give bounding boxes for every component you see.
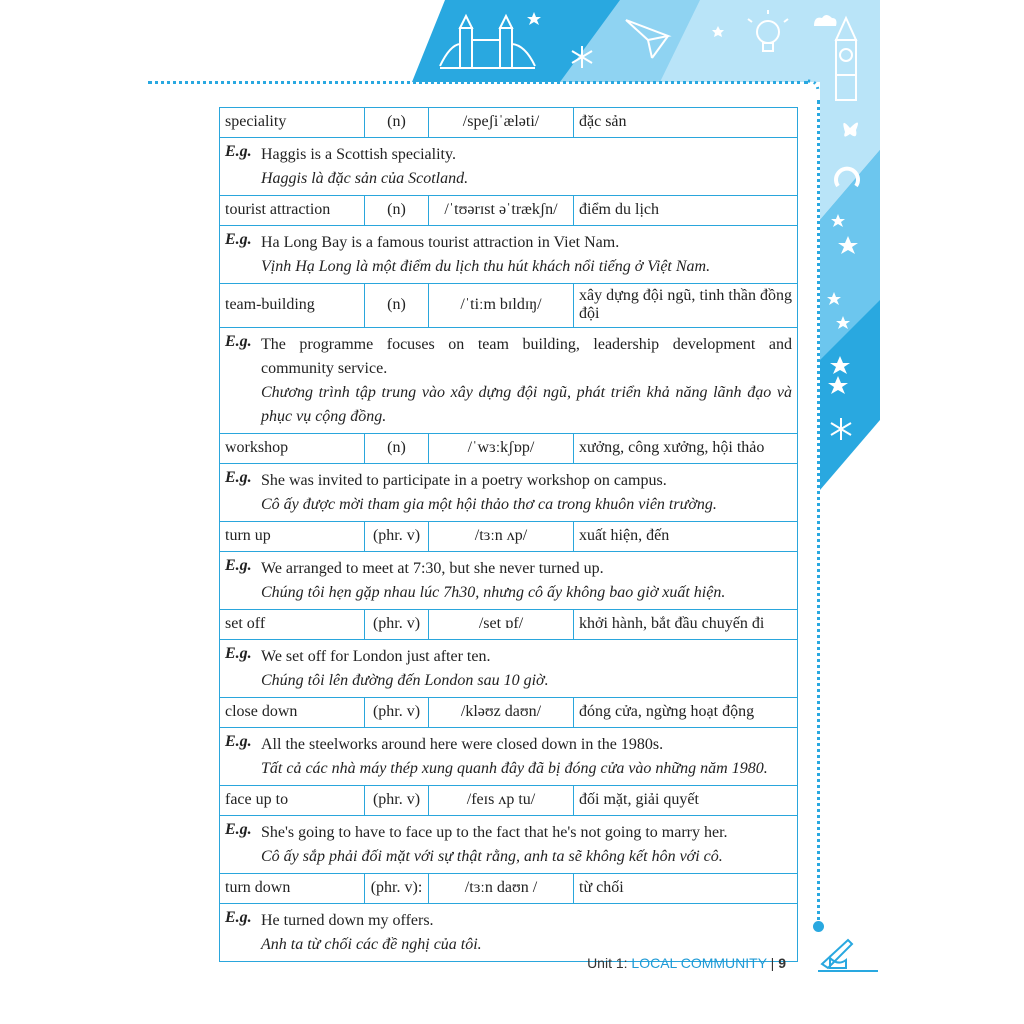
example-translation: Cô ấy được mời tham gia một hội thảo thơ ca trong khuôn viên trường. [261, 495, 717, 513]
vocab-word: workshop [220, 433, 365, 463]
example-sentence: Haggis is a Scottish speciality. [261, 146, 456, 163]
vocab-word: speciality [220, 108, 365, 138]
vocab-example-cell [220, 327, 798, 433]
paper-plane-icon [626, 20, 668, 58]
vocab-meaning: khởi hành, bắt đầu chuyến đi [574, 609, 798, 639]
vocab-example-row [220, 551, 798, 609]
vocab-example-cell [220, 903, 798, 961]
snowflake-icon [572, 46, 592, 68]
vocab-part-of-speech: (phr. v): [365, 873, 429, 903]
example-label: E.g. [225, 556, 252, 574]
vocab-part-of-speech: (phr. v) [365, 609, 429, 639]
vocab-part-of-speech: (n) [365, 196, 429, 226]
footer-separator: | [770, 955, 775, 971]
vocab-word: tourist attraction [220, 196, 365, 226]
pen-hand-icon [818, 936, 858, 972]
vocab-meaning: điểm du lịch [574, 196, 798, 226]
vocab-example-cell [220, 463, 798, 521]
vocab-word: turn up [220, 521, 365, 551]
vocab-example-cell [220, 226, 798, 284]
vocab-part-of-speech: (n) [365, 284, 429, 328]
vocab-example-row [220, 138, 798, 196]
vocab-pronunciation: /ˈtʊərɪst əˈtrækʃn/ [429, 196, 574, 226]
vocab-example-row [220, 226, 798, 284]
horseshoe-icon [836, 169, 858, 186]
example-label: E.g. [225, 732, 252, 750]
example-translation: Vịnh Hạ Long là một điểm du lịch thu hút khách nổi tiếng ở Việt Nam. [261, 258, 711, 275]
lightbulb-icon [748, 10, 788, 51]
unit-label: Unit 1: [587, 955, 628, 971]
vocab-part-of-speech: (n) [365, 108, 429, 138]
vocab-meaning: xưởng, công xưởng, hội thảo [574, 433, 798, 463]
butterfly-icon [843, 122, 858, 136]
vocab-example-cell [220, 639, 798, 697]
example-label: E.g. [225, 820, 252, 838]
vocab-example-cell [220, 138, 798, 196]
vocab-pronunciation: /tɜːn ʌp/ [429, 521, 574, 551]
vocab-pronunciation: /ˈwɜːkʃɒp/ [429, 433, 574, 463]
example-translation: Anh ta từ chối các đề nghị của tôi. [261, 935, 482, 953]
vocab-meaning: từ chối [574, 873, 798, 903]
vocab-example-row [220, 727, 798, 785]
example-sentence: She's going to have to face up to the fact that he's not going to marry her. [261, 823, 728, 841]
example-sentence: The programme focuses on team building, leadership development and community service. [261, 335, 792, 377]
divider-end-dot [813, 921, 824, 932]
example-sentence: He turned down my offers. [261, 911, 434, 929]
vocab-word: face up to [220, 785, 365, 815]
vocab-example-row [220, 327, 798, 433]
vocab-word: team-building [220, 284, 365, 328]
vocab-pronunciation: /kləʊz daʊn/ [429, 697, 574, 727]
vocab-word: turn down [220, 873, 365, 903]
example-line [225, 333, 792, 381]
example-line [225, 231, 792, 255]
right-dotted-divider [817, 100, 820, 928]
example-sentence: Ha Long Bay is a famous tourist attraction in Viet Nam. [261, 234, 620, 251]
example-label: E.g. [225, 143, 252, 160]
example-sentence: She was invited to participate in a poetry workshop on campus. [261, 471, 667, 489]
big-ben-icon [836, 18, 856, 100]
vocab-meaning: xây dựng đội ngũ, tinh thần đồng đội [574, 284, 798, 328]
example-translation: Haggis là đặc sản của Scotland. [261, 170, 469, 187]
page-number: 9 [778, 955, 786, 971]
vocab-example-row [220, 463, 798, 521]
vocab-pronunciation: /ˈtiːm bɪldɪŋ/ [429, 284, 574, 328]
example-sentence: We arranged to meet at 7:30, but she never turned up. [261, 559, 604, 577]
footer-underline [818, 970, 878, 972]
vocab-word-row [220, 521, 798, 551]
vocab-part-of-speech: (n) [365, 433, 429, 463]
example-sentence: We set off for London just after ten. [261, 647, 491, 665]
example-line [225, 733, 792, 757]
example-line [225, 645, 792, 669]
tower-bridge-icon [440, 16, 535, 68]
vocab-word-row [220, 433, 798, 463]
cloud-icon [814, 15, 837, 26]
vocab-pronunciation: /feɪs ʌp tu/ [429, 785, 574, 815]
vocab-part-of-speech: (phr. v) [365, 521, 429, 551]
vocab-meaning: đối mặt, giải quyết [574, 785, 798, 815]
page-footer [587, 955, 786, 971]
vocab-word-row [220, 196, 798, 226]
example-line [225, 557, 792, 581]
vocab-example-row [220, 903, 798, 961]
example-label: E.g. [225, 644, 252, 662]
example-sentence: All the steelworks around here were closed down in the 1980s. [261, 735, 664, 753]
example-label: E.g. [225, 908, 252, 926]
example-line [225, 909, 792, 933]
example-line [225, 821, 792, 845]
vocab-word-row [220, 697, 798, 727]
example-translation: Chương trình tập trung vào xây dựng đội ngũ, phát triển khả năng lãnh đạo và phục vụ cộng đồng. [261, 383, 792, 425]
example-label: E.g. [225, 231, 252, 248]
vocab-example-cell [220, 815, 798, 873]
vocab-word-row [220, 873, 798, 903]
example-line [225, 143, 792, 167]
vocabulary-table-body [220, 108, 798, 962]
example-translation: Tất cả các nhà máy thép xung quanh đây đã bị đóng cửa vào những năm 1980. [261, 759, 768, 777]
unit-title: LOCAL COMMUNITY [631, 955, 767, 971]
snowflake-icon [831, 418, 851, 440]
vocab-example-row [220, 639, 798, 697]
vocab-example-row [220, 815, 798, 873]
vocab-word-row [220, 785, 798, 815]
vocab-part-of-speech: (phr. v) [365, 785, 429, 815]
vocab-word-row [220, 284, 798, 328]
vocab-word: set off [220, 609, 365, 639]
vocab-meaning: đóng cửa, ngừng hoạt động [574, 697, 798, 727]
vocab-pronunciation: /set ɒf/ [429, 609, 574, 639]
example-label: E.g. [225, 468, 252, 486]
top-dotted-divider [148, 81, 808, 84]
star-icon [527, 12, 541, 25]
vocab-pronunciation: /speʃiˈæləti/ [429, 108, 574, 138]
vocab-example-cell [220, 727, 798, 785]
vocab-meaning: xuất hiện, đến [574, 521, 798, 551]
example-line [225, 469, 792, 493]
vocab-part-of-speech: (phr. v) [365, 697, 429, 727]
vocabulary-table [219, 107, 798, 962]
vocab-word-row [220, 108, 798, 138]
vocab-word: close down [220, 697, 365, 727]
example-translation: Chúng tôi hẹn gặp nhau lúc 7h30, nhưng cô ấy không bao giờ xuất hiện. [261, 583, 726, 601]
vocab-example-cell [220, 551, 798, 609]
vocab-word-row [220, 609, 798, 639]
vocab-pronunciation: /tɜːn daʊn / [429, 873, 574, 903]
vocab-meaning: đặc sản [574, 108, 798, 138]
example-translation: Cô ấy sắp phải đối mặt với sự thật rằng, anh ta sẽ không kết hôn với cô. [261, 847, 723, 865]
example-translation: Chúng tôi lên đường đến London sau 10 giờ. [261, 671, 549, 689]
example-label: E.g. [225, 332, 252, 350]
